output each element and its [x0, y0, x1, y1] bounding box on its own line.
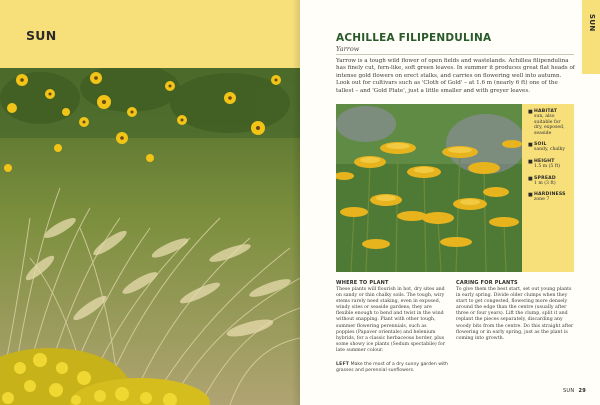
- fact-value: sun, also suitable for dry, exposed, seaside: [534, 114, 565, 136]
- folio: [563, 388, 586, 394]
- bullet-icon: ■: [528, 175, 533, 182]
- section-body: To give them the best start, set out young plants in early spring. Divide older clumps when they start to get congested, flowering more densely around the edge than the centre (usually after three or four years). Lift the clump, split it and replant the pieces separately, discarding any woody bits from the centre. Do this straight after flowering or in early spring, just as the plant is coming into growth.: [456, 287, 574, 341]
- plant-latin-name: ACHILLEA FILIPENDULINA: [336, 32, 492, 44]
- intro-text: [336, 58, 576, 95]
- folio-section: SUN: [562, 388, 575, 394]
- section-heading: CARING FOR PLANTS: [456, 280, 518, 286]
- garden-photo: [0, 68, 300, 405]
- section-body: These plants will flourish in hot, dry sites and on sandy or thin chalky soils. The tough, wiry stems rarely need staking, even in exposed, windy sites or seaside gardens; they are flexible enough to bend and twist in the wind without snapping. Plant with other tough, summer flowering perennials, such as poppies (Papaver orientale) and helenium hybrids, for a classic herbaceous border, plus some showy ice plants (Sedum spectabile) for late summer colour.: [336, 287, 445, 353]
- where-to-plant-section: [336, 280, 446, 354]
- caption-text: Make the most of a dry sunny garden with grasses and perennial sunflowers.: [336, 362, 448, 373]
- fact-label: SOIL: [534, 142, 547, 148]
- fact-habitat: [528, 109, 570, 136]
- thumb-tab-label: SUN: [588, 14, 596, 32]
- fact-value: zone 7: [534, 197, 550, 203]
- photo-caption: [336, 362, 456, 374]
- section-title: SUN: [26, 28, 57, 43]
- heading-rule: [336, 54, 574, 55]
- fact-value: 1.5 m (5 ft): [534, 163, 561, 169]
- section-banner: [0, 0, 300, 68]
- caring-for-plants-section: [456, 280, 574, 342]
- page-number: 29: [578, 388, 586, 394]
- fact-label: HABITAT: [534, 109, 558, 114]
- fact-value: sandy, chalky: [534, 147, 566, 153]
- fact-label: HARDINESS: [534, 192, 566, 198]
- fact-hardiness: [528, 192, 570, 203]
- fact-spread: [528, 176, 570, 187]
- bullet-icon: ■: [528, 158, 533, 165]
- bullet-icon: ■: [528, 109, 533, 115]
- intro-paragraph: Look out for cultivars such as 'Cloth of Gold' – at 1.6 m (nearly 6 ft) one of the tallest – and 'Gold Plate', just a little smaller and with greyer leaves.: [336, 80, 558, 94]
- fact-value: 1 m (3 ft): [534, 180, 556, 186]
- intro-paragraph: Yarrow is a tough wild flower of open fields and wastelands. Achillea filipendulina has finely cut, fern-like, soft green leaves. In summer it produces great flat heads of intense gold flowers on erect stalks, and carries on flowering well into autumn.: [336, 58, 575, 79]
- bullet-icon: ■: [528, 142, 533, 149]
- caption-key: LEFT: [336, 362, 350, 367]
- fact-label: SPREAD: [534, 175, 556, 181]
- plant-common-name: Yarrow: [336, 45, 360, 53]
- yarrow-photo: [336, 104, 522, 272]
- fact-label: HEIGHT: [534, 158, 555, 164]
- section-heading: WHERE TO PLANT: [336, 280, 389, 286]
- fact-soil: [528, 142, 570, 153]
- plant-facts-box: [522, 104, 574, 272]
- bullet-icon: ■: [528, 192, 533, 199]
- right-page: [300, 0, 600, 405]
- fact-height: [528, 159, 570, 170]
- thumb-tab: [582, 0, 600, 74]
